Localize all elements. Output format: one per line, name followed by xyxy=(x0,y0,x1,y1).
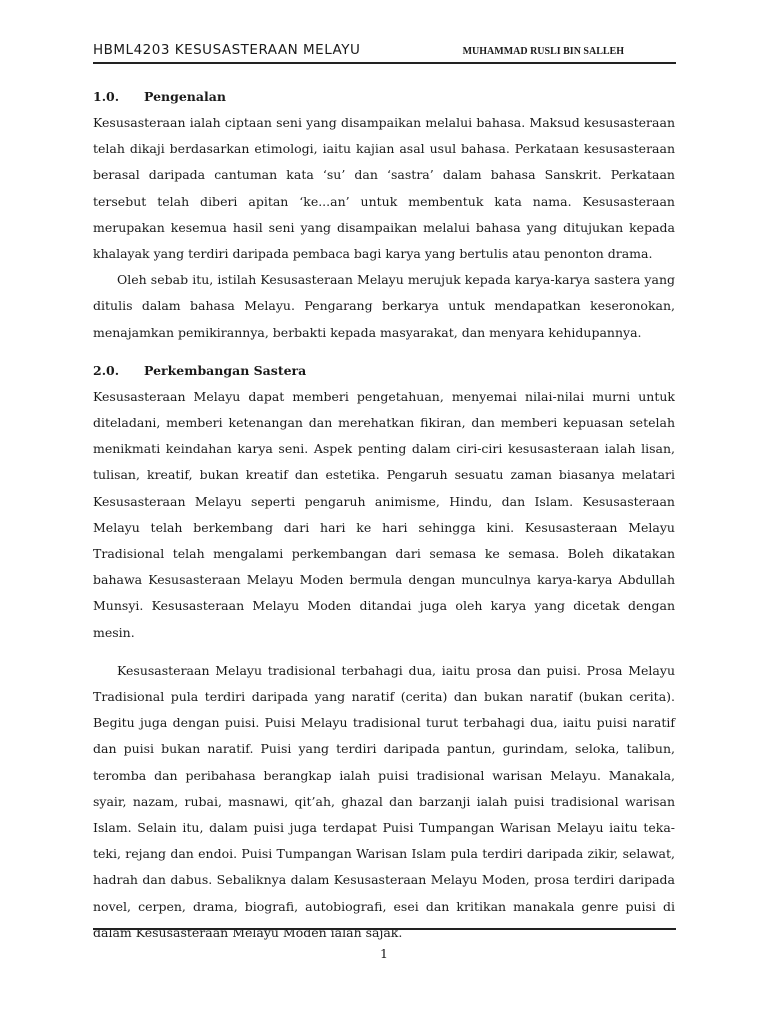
paragraph: Kesusasteraan Melayu tradisional terbahagi dua, iaitu prosa dan puisi. Prosa Melayu Tradisional pula terdiri daripada yang naratif (cerita) dan bukan naratif (bukan cerita). Begitu juga dengan puisi. Puisi Melayu tradisional turut terbahagi dua, iaitu puisi naratif dan puisi bukan naratif. Puisi yang terdiri daripada pantun, gurindam, seloka, talibun, teromba dan peribahasa berangkap ialah puisi tradisional warisan Melayu. Manakala, syair, nazam, rubai, masnawi, qit’ah, ghazal dan barzanji ialah puisi tradisional warisan Islam. Selain itu, dalam puisi juga terdapat Puisi Tumpangan Warisan Melayu iaitu teka-teki, rejang dan endoi. Puisi Tumpangan Warisan Islam pula terdiri daripada zikir, selawat, hadrah dan dabus. Sebaliknya dalam Kesusasteraan Melayu Moden, prosa terdiri daripada novel, cerpen, drama, biografi, autobiografi, esei dan kritikan manakala genre puisi di dalam Kesusasteraan Melayu Moden ialah sajak. xyxy=(93,662,675,940)
section-heading xyxy=(93,84,675,110)
section-number: 1.0. xyxy=(93,89,120,104)
page-number: 1 xyxy=(380,946,388,961)
section-number: 2.0. xyxy=(93,362,120,378)
paragraph: Kesusasteraan ialah ciptaan seni yang disampaikan melalui bahasa. Maksud kesusasteraan telah dikaji berdasarkan etimologi, iaitu kajian asal usul bahasa. Perkataan kesusasteraan berasal daripada cantuman kata ‘su’ dan ‘sastra’ dalam bahasa Sanskrit. Perkataan tersebut telah diberi apitan ‘ke...an’ untuk membentuk kata nama. Kesusasteraan merupakan kesemua hasil seni yang disampaikan melalui bahasa yang ditujukan kepada khalayak yang terdiri daripada pembaca bagi karya yang bertulis atau penonton drama. xyxy=(93,115,675,262)
footer-divider xyxy=(93,928,676,930)
section-heading xyxy=(93,358,675,384)
page-header xyxy=(93,40,676,64)
paragraph: Oleh sebab itu, istilah Kesusasteraan Melayu merujuk kepada karya-karya sastera yang ditulis dalam bahasa Melayu. Pengarang berkarya untuk mendapatkan keseronokan, menajamkan pemikirannya, berbakti kepada masyarakat, dan menyara kehidupannya. xyxy=(93,272,675,340)
section-pengenalan xyxy=(93,84,675,346)
document-body xyxy=(93,84,675,946)
author-name: MUHAMMAD RUSLI BIN SALLEH xyxy=(462,46,624,57)
section-title: Perkembangan Sastera xyxy=(144,362,307,378)
section-perkembangan-sastera xyxy=(93,358,675,946)
course-title: HBML4203 KESUSASTERAAN MELAYU xyxy=(93,42,361,58)
paragraph: Kesusasteraan Melayu dapat memberi pengetahuan, menyemai nilai-nilai murni untuk diteladani, memberi ketenangan dan merehatkan fikiran, dan memberi kepuasan setelah menikmati keindahan karya seni. Aspek penting dalam ciri-ciri kesusasteraan ialah lisan, tulisan, kreatif, bukan kreatif dan estetika. Pengaruh sesuatu zaman biasanya melatari Kesusasteraan Melayu seperti pengaruh animisme, Hindu, dan Islam. Kesusasteraan Melayu telah berkembang dari hari ke hari sehingga kini. Kesusasteraan Melayu Tradisional telah mengalami perkembangan dari semasa ke semasa. Boleh dikatakan bahawa Kesusasteraan Melayu Moden bermula dengan munculnya karya-karya Abdullah Munsyi. Kesusasteraan Melayu Moden ditandai juga oleh karya yang dicetak dengan mesin. xyxy=(93,388,675,640)
section-title: Pengenalan xyxy=(144,89,226,104)
